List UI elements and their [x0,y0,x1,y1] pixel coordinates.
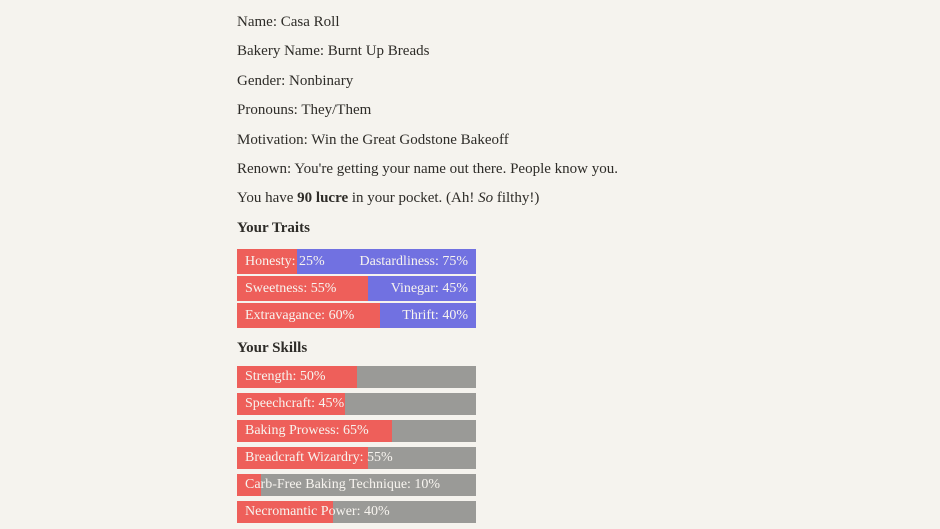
skill-bar-strength [237,366,476,388]
skill-bar-necromantic-power [237,501,476,523]
motivation-line: Motivation: Win the Great Godstone Bakeoff [237,131,509,148]
trait-left-label: Sweetness: 55% [245,280,337,296]
money-line-mid: in your pocket. (Ah! [348,190,479,207]
skill-label: Necromantic Power: 40% [245,503,390,519]
skill-bar-baking-prowess [237,420,476,442]
renown-line: Renown: You're getting your name out there. People know you. [237,160,618,177]
trait-bar-honesty-dastardliness [237,249,476,274]
money-line [237,189,857,208]
traits-heading: Your Traits [237,219,310,236]
trait-right-label: Thrift: 40% [402,307,468,323]
trait-bar-sweetness-vinegar [237,276,476,301]
skill-label: Baking Prowess: 65% [245,422,369,438]
money-amount: 90 lucre [297,190,349,207]
pronouns-line: Pronouns: They/Them [237,102,372,119]
skill-bar-breadcraft-wizardry [237,447,476,469]
skill-label: Strength: 50% [245,368,326,384]
money-emphasis: So [478,190,494,207]
skill-label: Breadcraft Wizardry: 55% [245,449,393,465]
trait-bar-extravagance-thrift [237,303,476,328]
skill-label: Speechcraft: 45% [245,395,345,411]
trait-left-label: Extravagance: 60% [245,307,355,323]
money-line-pre: You have [237,190,298,207]
traits-list [237,249,857,328]
skill-label: Carb-Free Baking Technique: 10% [245,476,441,492]
bakery-name-line: Bakery Name: Burnt Up Breads [237,43,430,60]
skill-bar-carb-free-baking-technique [237,474,476,496]
money-line-post: filthy!) [493,190,540,207]
trait-right-label: Dastardliness: 75% [359,253,468,269]
character-sheet [237,0,857,528]
skills-heading: Your Skills [237,339,308,356]
trait-left-label: Honesty: 25% [245,253,325,269]
skills-list [237,366,857,523]
gender-line: Gender: Nonbinary [237,72,354,89]
character-name-line: Name: Casa Roll [237,14,340,30]
trait-right-label: Vinegar: 45% [390,280,468,296]
skill-bar-speechcraft [237,393,476,415]
